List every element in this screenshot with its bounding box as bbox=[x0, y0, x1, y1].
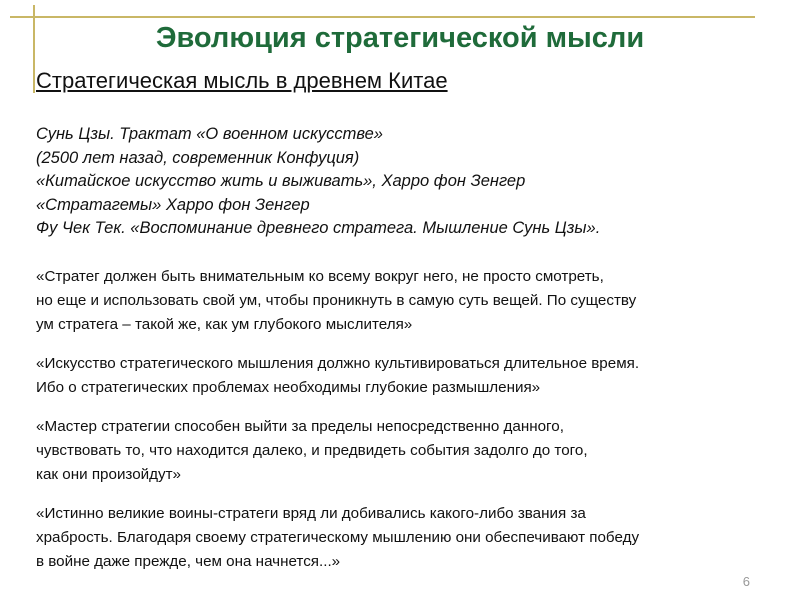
bibliography-item: Фу Чек Тек. «Воспоминание древнего стратега. Мышление Сунь Цзы». bbox=[36, 219, 601, 237]
quote-line: храбрость. Благодаря своему стратегическому мышлению они обеспечивают победу bbox=[36, 529, 640, 546]
quote-paragraph bbox=[36, 265, 636, 337]
quote-line: но еще и использовать свой ум, чтобы проникнуть в самую суть вещей. По существу bbox=[36, 292, 637, 309]
quote-paragraph bbox=[36, 415, 588, 487]
quote-line: в войне даже прежде, чем она начнется...» bbox=[36, 553, 341, 570]
bibliography-item: «Стратагемы» Харро фон Зенгер bbox=[36, 195, 310, 214]
bibliography-list bbox=[36, 123, 600, 241]
quote-line: как они произойдут» bbox=[36, 466, 182, 483]
quote-paragraph bbox=[36, 502, 639, 574]
quote-line: «Искусство стратегического мышления должно культивироваться длительное время. bbox=[36, 355, 640, 372]
quote-line: ум стратега – такой же, как ум глубокого мыслителя» bbox=[36, 316, 413, 333]
bibliography-item: Сунь Цзы. Трактат «О военном искусстве» bbox=[36, 125, 383, 143]
decorative-horizontal-rule bbox=[10, 16, 755, 18]
quote-line: «Мастер стратегии способен выйти за пределы непосредственно данного, bbox=[36, 418, 564, 435]
bibliography-item: (2500 лет назад, современник Конфуция) bbox=[36, 148, 360, 167]
slide-subtitle: Стратегическая мысль в древнем Китае bbox=[36, 68, 448, 93]
quote-line: «Истинно великие воины-стратеги вряд ли добивались какого-либо звания за bbox=[36, 505, 586, 522]
slide-title: Эволюция стратегической мысли bbox=[155, 22, 645, 54]
quote-line: чувствовать то, что находится далеко, и предвидеть события задолго до того, bbox=[36, 442, 588, 459]
quote-paragraph bbox=[36, 352, 639, 400]
page-number: 6 bbox=[742, 574, 750, 589]
quote-line: «Стратег должен быть внимательным ко всему вокруг него, не просто смотреть, bbox=[36, 268, 604, 285]
quote-line: Ибо о стратегических проблемах необходимы глубокие размышления» bbox=[36, 379, 541, 396]
bibliography-item: «Китайское искусство жить и выживать», Харро фон Зенгер bbox=[36, 172, 526, 190]
